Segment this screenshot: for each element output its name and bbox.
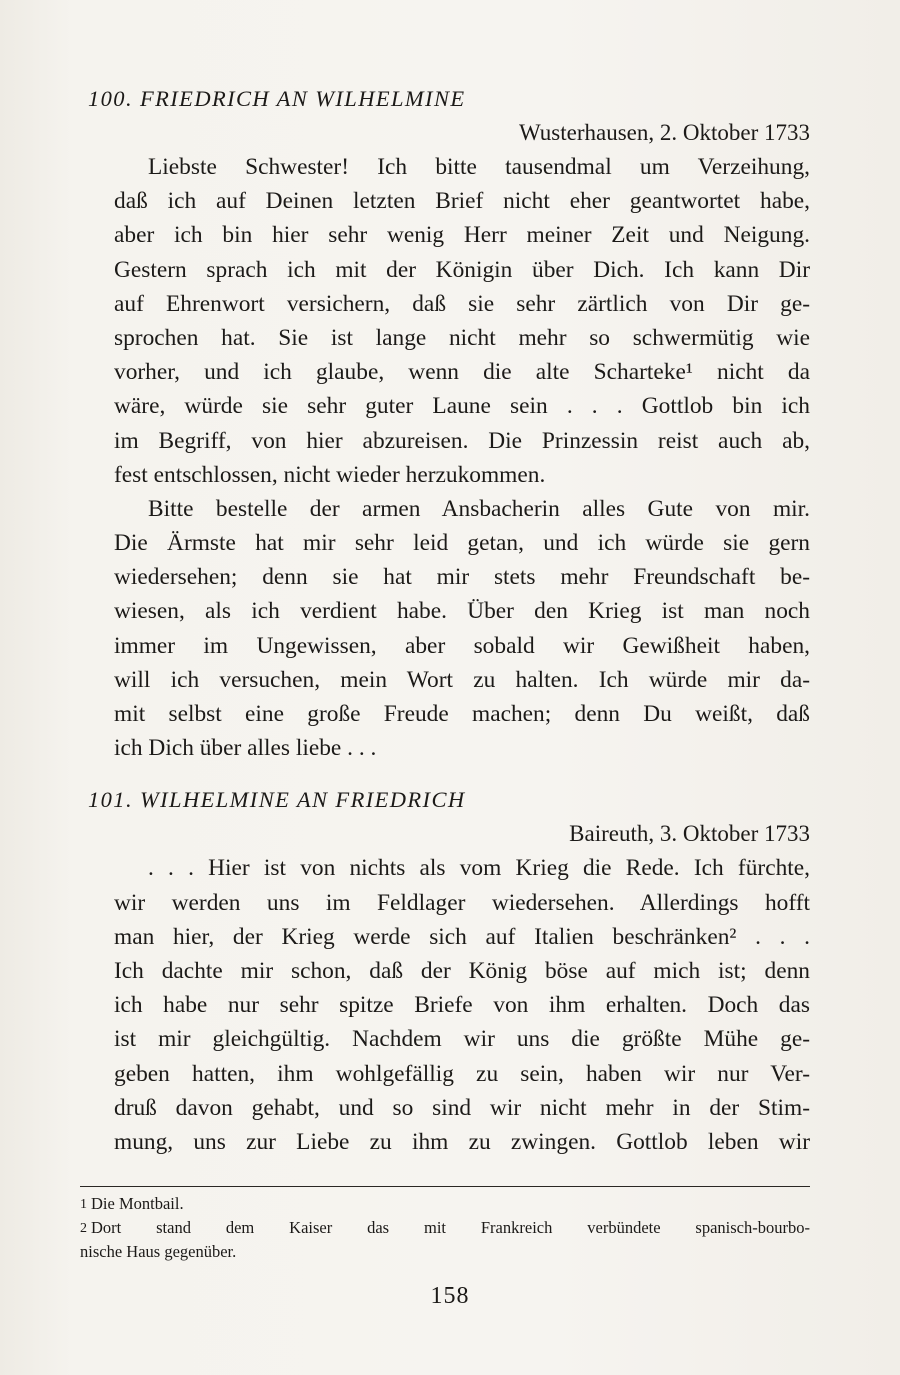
text-line: Liebste Schwester! Ich bitte tausendmal um Verzeihung, xyxy=(148,154,810,180)
text-line: Ich dachte mir schon, daß der König böse auf mich ist; denn xyxy=(114,957,810,984)
text-line: wiedersehen; denn sie hat mir stets mehr Freundschaft be- xyxy=(114,564,810,591)
footnote-number: 1 xyxy=(80,1197,87,1212)
letter-101 xyxy=(80,783,810,1159)
letter-paragraph xyxy=(80,851,810,1159)
text-line: geben hatten, ihm wohlgefällig zu sein, haben wir nur Ver- xyxy=(114,1060,810,1087)
text-line: vorher, und ich glaube, wenn die alte Scharteke¹ nicht da xyxy=(114,359,810,386)
text-line: wir werden uns im Feldlager wiedersehen. Allerdings hofft xyxy=(114,889,810,916)
text-line: ich habe nur sehr spitze Briefe von ihm erhalten. Doch das xyxy=(114,992,810,1019)
letter-100 xyxy=(80,82,810,765)
footnote-2-continued: nische Haus gegenüber. xyxy=(80,1242,237,1261)
letter-paragraph xyxy=(80,492,810,766)
text-line: im Begriff, von hier abzureisen. Die Prinzessin reist auch ab, xyxy=(114,427,810,454)
text-line: wiesen, als ich verdient habe. Über den Krieg ist man noch xyxy=(114,598,810,625)
footnote-rule xyxy=(80,1186,810,1187)
text-line: . . . Hier ist von nichts als vom Krieg die Rede. Ich fürchte, xyxy=(148,855,810,882)
text-line: wäre, würde sie sehr guter Laune sein . . . Gottlob bin ich xyxy=(114,393,810,420)
footnotes xyxy=(80,1192,810,1264)
letter-heading: 101. WILHELMINE AN FRIEDRICH xyxy=(88,787,466,813)
text-line: daß ich auf Deinen letzten Brief nicht eher geantwortet habe, xyxy=(114,188,810,215)
text-line: man hier, der Krieg werde sich auf Italien beschränken² . . . xyxy=(114,923,810,950)
text-line: auf Ehrenwort versichern, daß sie sehr zärtlich von Dir ge- xyxy=(114,290,810,317)
text-line: druß davon gehabt, und so sind wir nicht mehr in der Stim- xyxy=(114,1094,810,1121)
text-line: will ich versuchen, mein Wort zu halten. Ich würde mir da- xyxy=(114,666,810,693)
text-line: Gestern sprach ich mit der Königin über Dich. Ich kann Dir xyxy=(114,256,810,283)
footnote-text: Dort stand dem Kaiser das mit Frankreich verbündete spanisch-bourbo- xyxy=(91,1218,810,1237)
footnote-2 xyxy=(80,1216,810,1240)
letters-text xyxy=(80,82,810,1159)
text-line: mung, uns zur Liebe zu ihm zu zwingen. Gottlob leben wir xyxy=(114,1128,810,1155)
text-line: immer im Ungewissen, aber sobald wir Gewißheit haben, xyxy=(114,632,810,659)
text-line: ist mir gleichgültig. Nachdem wir uns die größte Mühe ge- xyxy=(114,1026,810,1053)
text-line: ich Dich über alles liebe . . . xyxy=(114,735,377,762)
text-line: aber ich bin hier sehr wenig Herr meiner Zeit und Neigung. xyxy=(114,222,810,249)
text-line: Bitte bestelle der armen Ansbacherin alles Gute von mir. xyxy=(148,495,810,522)
footnote-1 xyxy=(80,1192,810,1216)
letter-place-date: Baireuth, 3. Oktober 1733 xyxy=(569,821,810,847)
text-line: Die Ärmste hat mir sehr leid getan, und ich würde sie gern xyxy=(114,530,810,557)
text-line: sprochen hat. Sie ist lange nicht mehr so schwermütig wie xyxy=(114,324,810,351)
footnote-number: 2 xyxy=(80,1221,87,1236)
letter-heading: 100. FRIEDRICH AN WILHELMINE xyxy=(88,86,466,111)
text-line: fest entschlossen, nicht wieder herzukommen. xyxy=(114,461,546,488)
page-number: 158 xyxy=(430,1283,470,1309)
text-line: mit selbst eine große Freude machen; denn Du weißt, daß xyxy=(114,701,810,727)
letter-spacer xyxy=(80,765,810,783)
letter-place-date: Wusterhausen, 2. Oktober 1733 xyxy=(519,120,810,145)
footnote-text: Die Montbail. xyxy=(91,1194,184,1213)
letter-paragraph xyxy=(80,150,810,492)
